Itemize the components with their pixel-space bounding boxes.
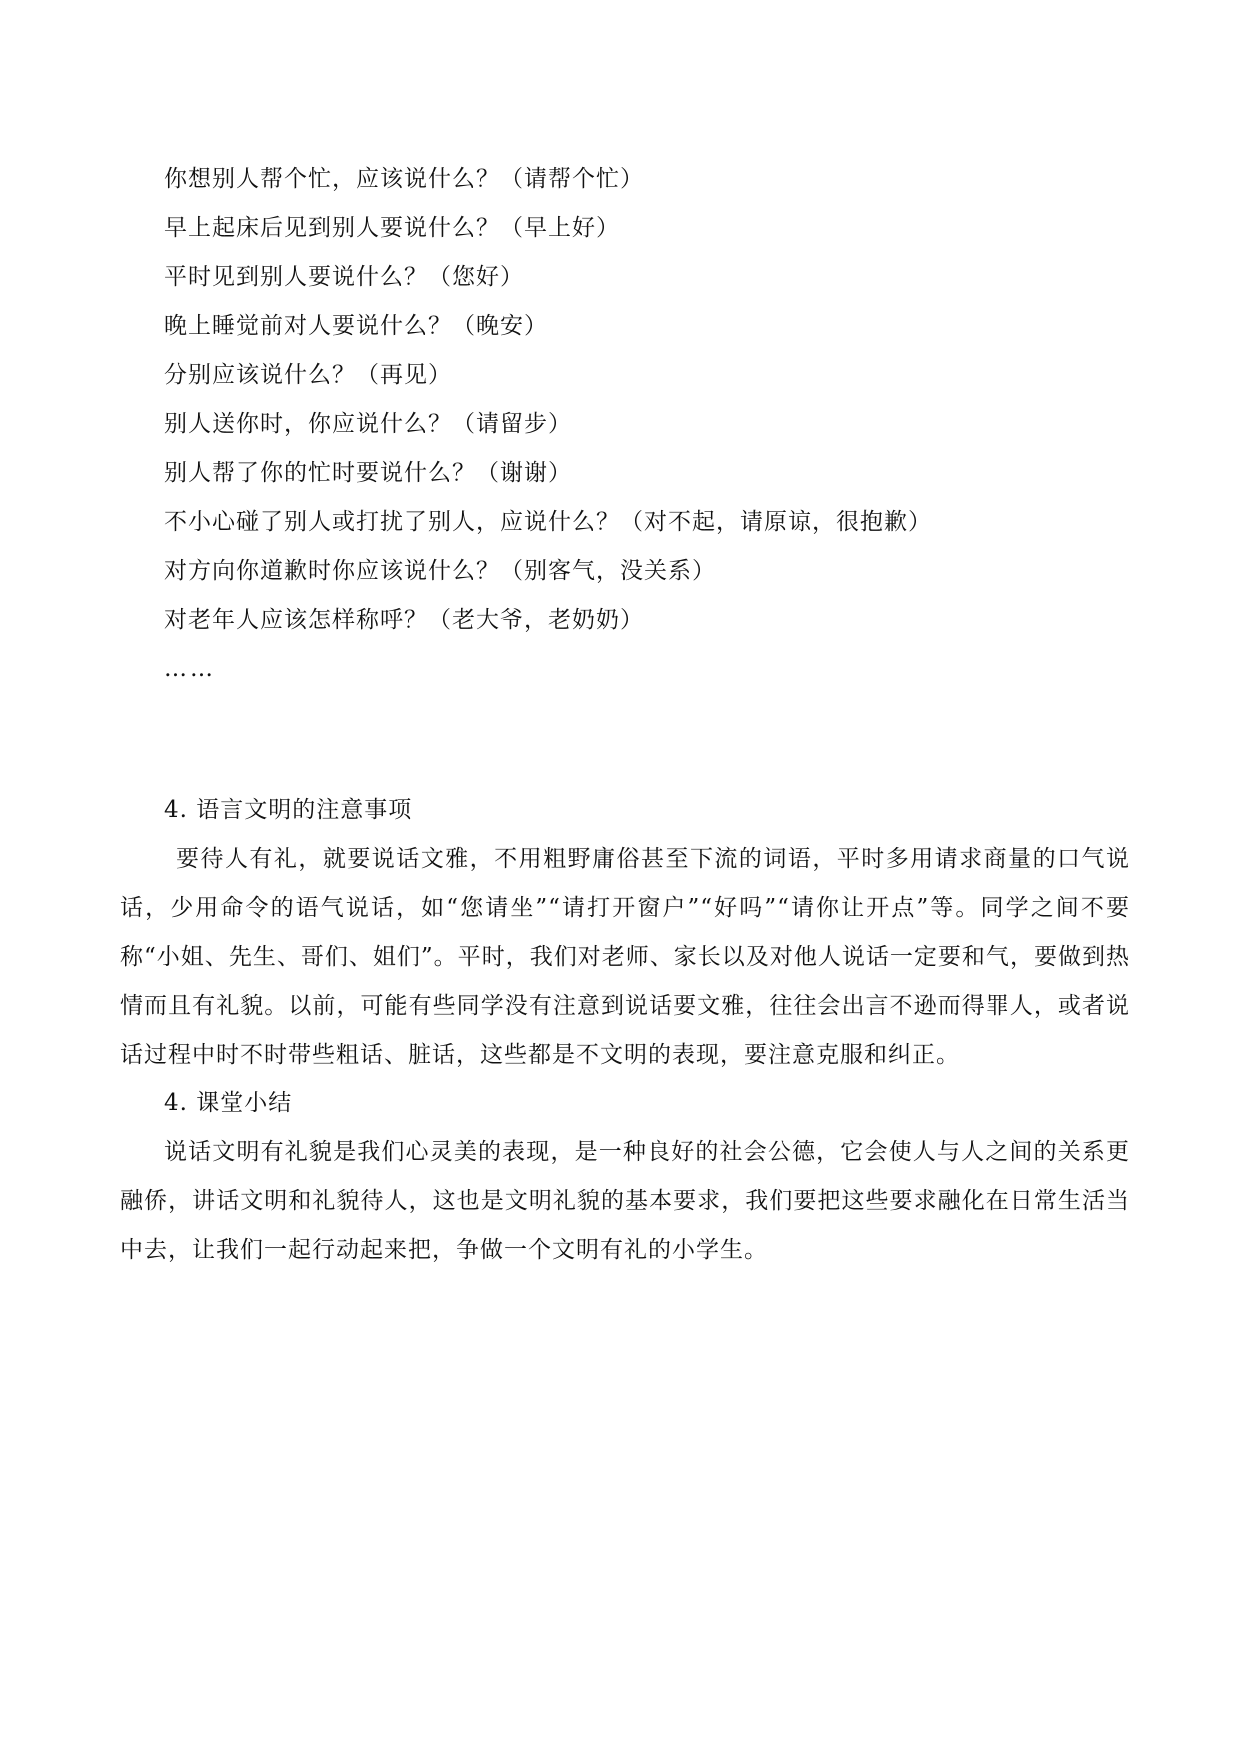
section-paragraph: 说话文明有礼貌是我们心灵美的表现，是一种良好的社会公德，它会使人与人之间的关系更融侨，讲话文明和礼貌待人，这也是文明礼貌的基本要求，我们要把这些要求融化在日常生活当中去，让我们一起行动起来把，争做一个文明有礼的小学生。 — [120, 1139, 1130, 1263]
qa-item: 早上起床后见到别人要说什么？（早上好） — [164, 215, 620, 241]
etiquette-qa-list — [164, 155, 1144, 694]
qa-item: 别人送你时，你应说什么？（请留步） — [164, 411, 572, 437]
qa-item: 晚上睡觉前对人要说什么？（晚安） — [164, 313, 548, 339]
qa-item: 对老年人应该怎样称呼？（老大爷，老奶奶） — [164, 607, 644, 633]
qa-item: 分别应该说什么？（再见） — [164, 362, 452, 388]
qa-item: 不小心碰了别人或打扰了别人，应说什么？（对不起，请原谅，很抱歉） — [164, 509, 932, 535]
section-heading: 4. 课堂小结 — [164, 1090, 293, 1116]
language-civility-section — [120, 785, 1130, 1080]
qa-item: 平时见到别人要说什么？（您好） — [164, 264, 524, 290]
section-heading: 4. 语言文明的注意事项 — [164, 797, 413, 823]
qa-item: 别人帮了你的忙时要说什么？（谢谢） — [164, 460, 572, 486]
class-summary-section — [120, 1078, 1130, 1275]
qa-item: 对方向你道歉时你应该说什么？（别客气，没关系） — [164, 558, 716, 584]
qa-item: 你想别人帮个忙，应该说什么？（请帮个忙） — [164, 166, 644, 192]
list-ellipsis: …… — [164, 656, 216, 682]
section-paragraph: 要待人有礼，就要说话文雅，不用粗野庸俗甚至下流的词语，平时多用请求商量的口气说话，少用命令的语气说话，如“您请坐”“请打开窗户”“好吗”“请你让开点”等。同学之间不要称“小姐、先生、哥们、姐们”。平时，我们对老师、家长以及对他人说话一定要和气，要做到热情而且有礼貌。以前，可能有些同学没有注意到说话要文雅，往往会出言不逊而得罪人，或者说话过程中时不时带些粗话、脏话，这些都是不文明的表现，要注意克服和纠正。 — [120, 846, 1130, 1068]
